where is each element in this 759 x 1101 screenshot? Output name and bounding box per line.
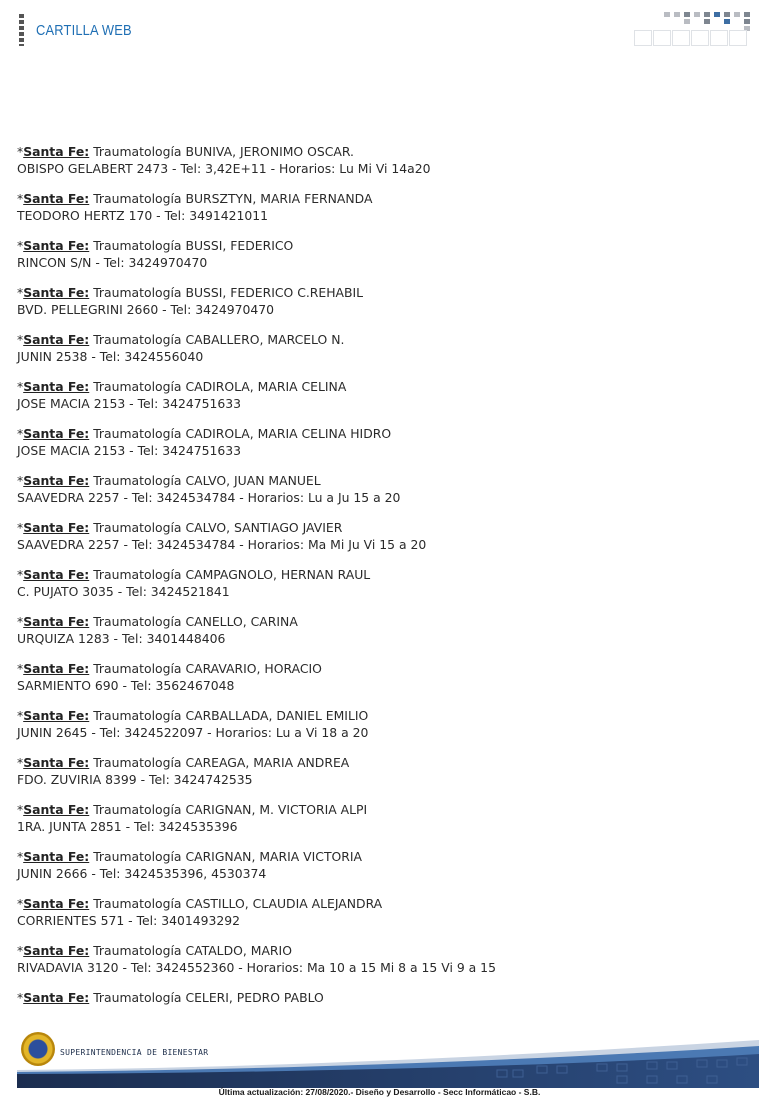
provider-name: Traumatología CANELLO, CARINA (93, 614, 298, 629)
list-item (17, 472, 747, 506)
bullet-asterisk: * (17, 849, 24, 864)
provider-details: SAAVEDRA 2257 - Tel: 3424534784 - Horarios: Ma Mi Ju Vi 15 a 20 (17, 537, 427, 552)
list-item (17, 801, 747, 835)
bullet-asterisk: * (17, 473, 24, 488)
list-item (17, 660, 747, 694)
bullet-asterisk: * (17, 332, 24, 347)
bullet-asterisk: * (17, 426, 24, 441)
provider-details: C. PUJATO 3035 - Tel: 3424521841 (17, 584, 230, 599)
bullet-asterisk: * (17, 990, 24, 1005)
list-item (17, 425, 747, 459)
provider-details: BVD. PELLEGRINI 2660 - Tel: 3424970470 (17, 302, 275, 317)
header-logo-bar (19, 14, 24, 46)
list-item (17, 989, 747, 1006)
header-decoration (634, 12, 759, 48)
list-item (17, 519, 747, 553)
list-item (17, 331, 747, 365)
location-label: Santa Fe: (23, 943, 90, 958)
page-title: CARTILLA WEB (36, 22, 132, 39)
provider-name: Traumatología CARBALLADA, DANIEL EMILIO (93, 708, 369, 723)
provider-details: JUNIN 2538 - Tel: 3424556040 (17, 349, 204, 364)
provider-details: JOSE MACIA 2153 - Tel: 3424751633 (17, 396, 242, 411)
list-item (17, 566, 747, 600)
list-item (17, 942, 747, 976)
provider-details: JUNIN 2666 - Tel: 3424535396, 4530374 (17, 866, 267, 881)
provider-name: Traumatología CAMPAGNOLO, HERNAN RAUL (93, 567, 371, 582)
location-label: Santa Fe: (23, 896, 90, 911)
list-item (17, 190, 747, 224)
provider-name: Traumatología CAREAGA, MARIA ANDREA (93, 755, 350, 770)
location-label: Santa Fe: (23, 379, 90, 394)
location-label: Santa Fe: (23, 755, 90, 770)
bullet-asterisk: * (17, 943, 24, 958)
location-label: Santa Fe: (23, 191, 90, 206)
list-item (17, 378, 747, 412)
provider-details: 1RA. JUNTA 2851 - Tel: 3424535396 (17, 819, 238, 834)
provider-details: RINCON S/N - Tel: 3424970470 (17, 255, 208, 270)
list-item (17, 754, 747, 788)
location-label: Santa Fe: (23, 285, 90, 300)
bullet-asterisk: * (17, 567, 24, 582)
org-name: SUPERINTENDENCIA DE BIENESTAR (60, 1048, 209, 1057)
bullet-asterisk: * (17, 144, 24, 159)
provider-name: Traumatología CALVO, JUAN MANUEL (93, 473, 321, 488)
provider-name: Traumatología BUSSI, FEDERICO C.REHABIL (93, 285, 364, 300)
bullet-asterisk: * (17, 708, 24, 723)
provider-name: Traumatología CALVO, SANTIAGO JAVIER (93, 520, 343, 535)
bullet-asterisk: * (17, 614, 24, 629)
list-item (17, 895, 747, 929)
location-label: Santa Fe: (23, 990, 90, 1005)
bullet-asterisk: * (17, 896, 24, 911)
bullet-asterisk: * (17, 661, 24, 676)
bullet-asterisk: * (17, 802, 24, 817)
provider-name: Traumatología BURSZTYN, MARIA FERNANDA (93, 191, 373, 206)
bullet-asterisk: * (17, 379, 24, 394)
provider-details: SAAVEDRA 2257 - Tel: 3424534784 - Horarios: Lu a Ju 15 a 20 (17, 490, 401, 505)
provider-name: Traumatología BUSSI, FEDERICO (93, 238, 294, 253)
provider-name: Traumatología CADIROLA, MARIA CELINA (93, 379, 347, 394)
provider-name: Traumatología BUNIVA, JERONIMO OSCAR. (93, 144, 354, 159)
location-label: Santa Fe: (23, 614, 90, 629)
bullet-asterisk: * (17, 755, 24, 770)
bullet-asterisk: * (17, 520, 24, 535)
location-label: Santa Fe: (23, 802, 90, 817)
last-updated-note: Última actualización: 27/08/2020.- Diseño y Desarrollo - Secc Informáticao - S.B. (218, 1087, 541, 1097)
location-label: Santa Fe: (23, 144, 90, 159)
location-label: Santa Fe: (23, 238, 90, 253)
institution-seal-icon (21, 1032, 55, 1066)
location-label: Santa Fe: (23, 661, 90, 676)
bullet-asterisk: * (17, 285, 24, 300)
provider-details: SARMIENTO 690 - Tel: 3562467048 (17, 678, 235, 693)
provider-name: Traumatología CASTILLO, CLAUDIA ALEJANDRA (93, 896, 383, 911)
footer-wave-graphic (17, 1026, 759, 1088)
provider-name: Traumatología CARAVARIO, HORACIO (93, 661, 322, 676)
list-item (17, 237, 747, 271)
list-item (17, 284, 747, 318)
provider-name: Traumatología CABALLERO, MARCELO N. (93, 332, 345, 347)
provider-details: RIVADAVIA 3120 - Tel: 3424552360 - Horarios: Ma 10 a 15 Mi 8 a 15 Vi 9 a 15 (17, 960, 496, 975)
provider-details: OBISPO GELABERT 2473 - Tel: 3,42E+11 - Horarios: Lu Mi Vi 14a20 (17, 161, 431, 176)
bullet-asterisk: * (17, 238, 24, 253)
location-label: Santa Fe: (23, 849, 90, 864)
provider-details: FDO. ZUVIRIA 8399 - Tel: 3424742535 (17, 772, 253, 787)
list-item (17, 848, 747, 882)
provider-name: Traumatología CATALDO, MARIO (93, 943, 292, 958)
provider-name: Traumatología CELERI, PEDRO PABLO (93, 990, 324, 1005)
provider-name: Traumatología CADIROLA, MARIA CELINA HIDRO (93, 426, 392, 441)
location-label: Santa Fe: (23, 520, 90, 535)
location-label: Santa Fe: (23, 708, 90, 723)
list-item (17, 143, 747, 177)
provider-details: URQUIZA 1283 - Tel: 3401448406 (17, 631, 226, 646)
provider-list (17, 143, 747, 1019)
location-label: Santa Fe: (23, 567, 90, 582)
list-item (17, 707, 747, 741)
provider-details: JOSE MACIA 2153 - Tel: 3424751633 (17, 443, 242, 458)
footer-banner (17, 1026, 759, 1088)
location-label: Santa Fe: (23, 473, 90, 488)
provider-details: TEODORO HERTZ 170 - Tel: 3491421011 (17, 208, 269, 223)
provider-name: Traumatología CARIGNAN, M. VICTORIA ALPI (93, 802, 368, 817)
provider-details: CORRIENTES 571 - Tel: 3401493292 (17, 913, 241, 928)
location-label: Santa Fe: (23, 426, 90, 441)
provider-details: JUNIN 2645 - Tel: 3424522097 - Horarios: Lu a Vi 18 a 20 (17, 725, 369, 740)
provider-name: Traumatología CARIGNAN, MARIA VICTORIA (93, 849, 363, 864)
list-item (17, 613, 747, 647)
bullet-asterisk: * (17, 191, 24, 206)
location-label: Santa Fe: (23, 332, 90, 347)
